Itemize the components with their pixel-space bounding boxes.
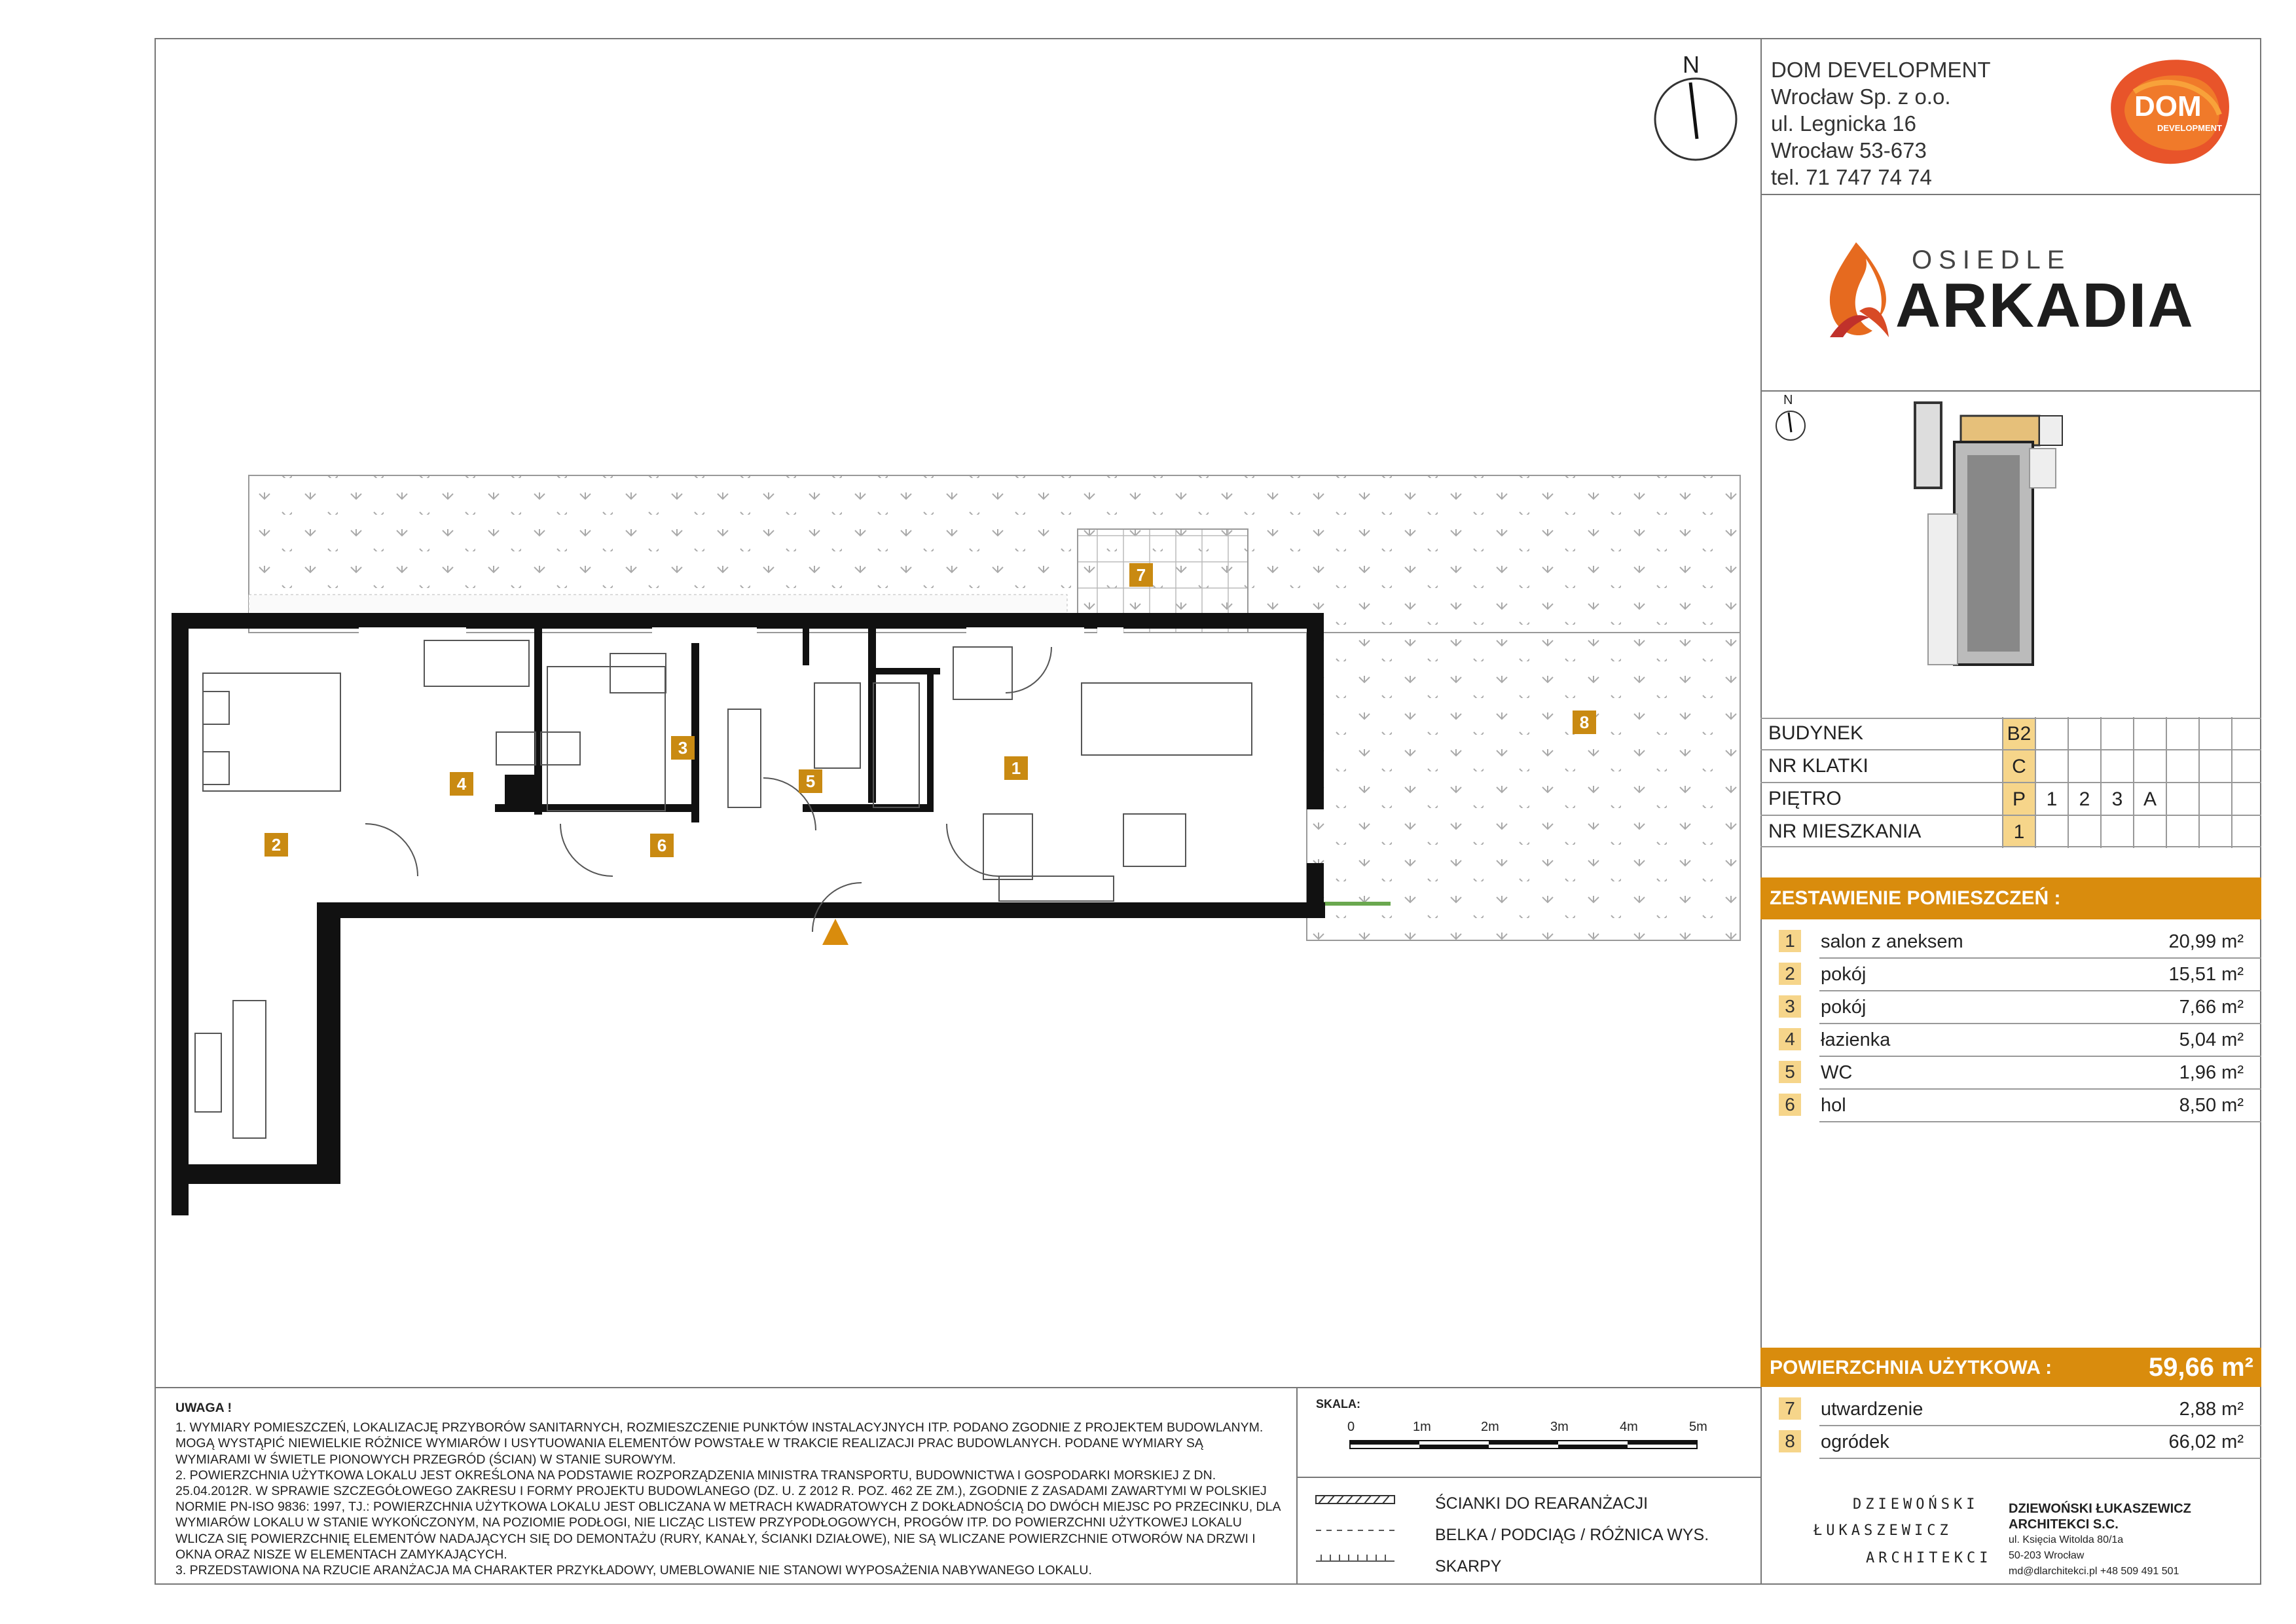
room-name: salon z aneksem — [1821, 931, 1963, 952]
rooms-list — [1760, 919, 2261, 1122]
row-divider — [1819, 1088, 2261, 1090]
plan-label: 6 — [650, 834, 674, 857]
plan-label: 5 — [799, 769, 822, 793]
row-divider — [1819, 957, 2261, 959]
divider — [1296, 1477, 1761, 1478]
mini-compass-icon — [1774, 407, 1813, 447]
arkadia-flame-icon — [1820, 239, 1892, 344]
plan-label: 4 — [450, 772, 473, 796]
scale-tick: 2m — [1481, 1420, 1499, 1434]
scale-tick: 5m — [1689, 1420, 1707, 1434]
divider — [1760, 194, 2261, 195]
room-name: WC — [1821, 1062, 1853, 1083]
mini-compass — [1774, 390, 1813, 449]
room-number: 7 — [1779, 1397, 1801, 1420]
architect-address: ul. Księcia Witolda 80/1a — [2009, 1534, 2124, 1545]
room-area: 66,02 m² — [2168, 1431, 2244, 1452]
architect-name: ARCHITEKCI S.C. — [2009, 1517, 2119, 1532]
row-divider — [1819, 1121, 2261, 1122]
architect-logo — [1813, 1496, 1997, 1575]
mieszkanie-label: NR MIESZKANIA — [1768, 821, 1922, 842]
architect-name: DZIEWOŃSKI ŁUKASZEWICZ — [2009, 1502, 2191, 1516]
room-area: 2,88 m² — [2179, 1399, 2244, 1420]
company-line: Wrocław Sp. z o.o. — [1771, 84, 1951, 109]
arkadia-big: ARKADIA — [1895, 270, 2195, 341]
architect-logo-line: ARCHITEKCI — [1866, 1550, 1992, 1566]
rooms-header-text: ZESTAWIENIE POMIESZCZEŃ : — [1770, 887, 2061, 909]
row-divider — [1819, 1425, 2261, 1426]
row-divider — [1819, 990, 2261, 991]
room-area: 20,99 m² — [2168, 931, 2244, 952]
budynek-value: B2 — [2007, 723, 2032, 745]
room-name: hol — [1821, 1095, 1846, 1116]
room-number: 2 — [1779, 963, 1801, 985]
room-number: 3 — [1779, 995, 1801, 1018]
scale-tick: 3m — [1550, 1420, 1569, 1434]
divider — [155, 1387, 1762, 1388]
room-number: 6 — [1779, 1094, 1801, 1116]
room-area: 7,66 m² — [2179, 997, 2244, 1018]
room-name: pokój — [1821, 997, 1867, 1018]
pietro-value: 1 — [2046, 788, 2058, 810]
legend-item: ŚCIANKI DO REARANŻACJI — [1435, 1494, 1649, 1513]
legend-item: BELKA / PODCIĄG / RÓŻNICA WYS. — [1435, 1526, 1709, 1544]
room-area: 15,51 m² — [2168, 964, 2244, 985]
pietro-label: PIĘTRO — [1768, 788, 1842, 809]
total-value: 59,66 m² — [2148, 1353, 2253, 1382]
notes-body: 2. POWIERZCHNIA UŻYTKOWA LOKALU JEST OKREŚLONA NA PODSTAWIE ROZPORZĄDZENIA MINISTRA TRANSPORTU, BUDOWNICTWA I GOSPODARKI MORSKIEJ Z DN. 25.04.2012R. W SPRAWIE SZCZEGÓŁOWEGO ZAKRESU I FORMY PROJEKTU BUDOWLANEGO (DZ. U. Z 2012 R. POZ. 462 ZE ZM.), ZGODNIE Z ZASADAMI ZAWARTYMI W POLSKIEJ NORMIE PN-ISO 9836: 1997, TJ.: POWIERZCHNIA UŻYTKOWA LOKALU JEST OBLICZANA W METRACH KWADRATOWYCH Z DOKŁADNOŚCIĄ DO DWÓCH MIEJSC PO PRZECINKU, DLA WYMIARÓW LOKALU W STANIE WYKOŃCZONYM, NA POZIOMIE PODŁOGI, NIE LICZĄC LISTEW PRZYPODŁOGOWYCH, PROGÓW ITP. DO POWIERZCHNI UŻYTKOWEJ LOKALU WLICZA SIĘ POWIERZCHNIĘ ELEMENTÓW NADAJĄCYCH SIĘ DO DEMONTAŻU (RURY, KANAŁY, ŚCIANKI DZIAŁOWE), NIE SĄ WLICZANE POWIERZCHNIE OTWORÓW NA DRZWI I OKNA ORAZ NISZE W ELEMENTACH ZAMYKAJĄCYCH. — [175, 1467, 1281, 1562]
scale-tick: 1m — [1413, 1420, 1431, 1434]
room-number: 4 — [1779, 1028, 1801, 1050]
klatka-value: C — [2012, 756, 2026, 777]
room-area: 1,96 m² — [2179, 1062, 2244, 1083]
info-table — [1760, 717, 2261, 848]
total-area-bar — [1760, 1348, 2261, 1387]
legend-symbols — [1315, 1493, 1400, 1572]
plan-label: 1 — [1004, 756, 1028, 780]
room-number: 1 — [1779, 930, 1801, 952]
entrance-arrow-icon — [822, 919, 848, 945]
architect-logo-line: ŁUKASZEWICZ — [1813, 1522, 1952, 1539]
divider — [1296, 1387, 1298, 1585]
room-name: łazienka — [1821, 1029, 1891, 1050]
row-divider — [1819, 1458, 2261, 1459]
scale-bar — [1309, 1438, 1741, 1464]
room-area: 5,04 m² — [2179, 1029, 2244, 1050]
dom-logo-sub: DEVELOPMENT — [2157, 123, 2222, 133]
budynek-label: BUDYNEK — [1768, 722, 1864, 744]
plan-label: 3 — [671, 736, 695, 760]
gravel-strip — [249, 595, 1067, 614]
company-phone: tel. 71 747 74 74 — [1771, 165, 1932, 189]
notes — [175, 1400, 1282, 1578]
plan-label: 8 — [1573, 710, 1596, 734]
pietro-value: 2 — [2079, 788, 2090, 810]
dom-logo-text: DOM — [2134, 90, 2202, 122]
plan-label: 7 — [1129, 563, 1153, 587]
furniture — [195, 640, 1252, 1138]
room-name: ogródek — [1821, 1431, 1889, 1452]
compass-label: N — [1683, 51, 1700, 78]
room-number: 8 — [1779, 1430, 1801, 1452]
room-area: 8,50 m² — [2179, 1095, 2244, 1116]
rooms-header — [1760, 877, 2261, 919]
klatka-label: NR KLATKI — [1768, 755, 1868, 777]
row-divider — [1819, 1023, 2261, 1024]
total-label: POWIERZCHNIA UŻYTKOWA : — [1770, 1357, 2052, 1378]
room-name: pokój — [1821, 964, 1867, 985]
notes-title: UWAGA ! — [175, 1401, 232, 1415]
scale — [1309, 1395, 1741, 1460]
scale-label: SKALA: — [1316, 1397, 1360, 1411]
garden-area — [1307, 633, 1740, 940]
key-plan — [1902, 396, 2111, 691]
pietro-value: A — [2143, 788, 2157, 810]
notes-body: 1. WYMIARY POMIESZCZEŃ, LOKALIZACJĘ PRZYBORÓW SANITARNYCH, ROZMIESZCZENIE PUNKTÓW INSTALACYJNYCH ITP. PODANO ZGODNIE Z PROJEKTEM BUDOWLANYM. MOGĄ WYSTĄPIĆ NIEWIELKIE RÓŻNICE WYMIARÓW I USYTUOWANIA ELEMENTÓW POWSTAŁE W TRAKCIE REALIZACJI PRAC BUDOWLANYCH. PODANE WYMIARY SĄ WYMIARAMI W ŚWIETLE PIONOWYCH PRZEGRÓD (ŚCIAN) W STANIE SUROWYM. — [175, 1420, 1264, 1467]
architect-contact: md@dlarchitekci.pl +48 509 491 501 — [2009, 1566, 2179, 1577]
notes-body: 3. PRZEDSTAWIONA NA RZUCIE ARANŻACJA MA CHARAKTER PRZYKŁADOWY, UMEBLOWANIE NIE STANOWI WYPOSAŻENIA NABYWANEGO LOKALU. — [175, 1563, 1092, 1578]
company-info — [1771, 56, 1991, 191]
walls — [172, 613, 1325, 1215]
row-divider — [1819, 1056, 2261, 1057]
architect-city: 50-203 Wrocław — [2009, 1550, 2085, 1561]
room-number: 5 — [1779, 1061, 1801, 1083]
architect-logo-line: DZIEWOŃSKI — [1853, 1496, 1979, 1513]
legend-item: SKARPY — [1435, 1557, 1502, 1576]
company-address: ul. Legnicka 16 — [1771, 111, 1916, 136]
arkadia-logo — [1820, 239, 2200, 347]
mieszkanie-value: 1 — [2013, 821, 2025, 843]
divider — [1760, 390, 2261, 392]
room-name: utwardzenie — [1821, 1399, 1923, 1420]
dom-development-logo — [2098, 52, 2242, 170]
pietro-value: 3 — [2111, 788, 2123, 810]
architect-info — [2009, 1501, 2191, 1579]
arkadia-small: OSIEDLE — [1912, 246, 2071, 274]
floor-plan — [155, 38, 1760, 1387]
mini-compass-label: N — [1783, 393, 1793, 407]
company-city: Wrocław 53-673 — [1771, 138, 1927, 162]
plan-label: 2 — [264, 833, 288, 857]
scale-tick: 4m — [1620, 1420, 1638, 1434]
company-name: DOM DEVELOPMENT — [1771, 58, 1991, 82]
scale-tick: 0 — [1347, 1420, 1355, 1434]
extras-list — [1760, 1387, 2261, 1459]
pietro-value: P — [2012, 788, 2026, 810]
